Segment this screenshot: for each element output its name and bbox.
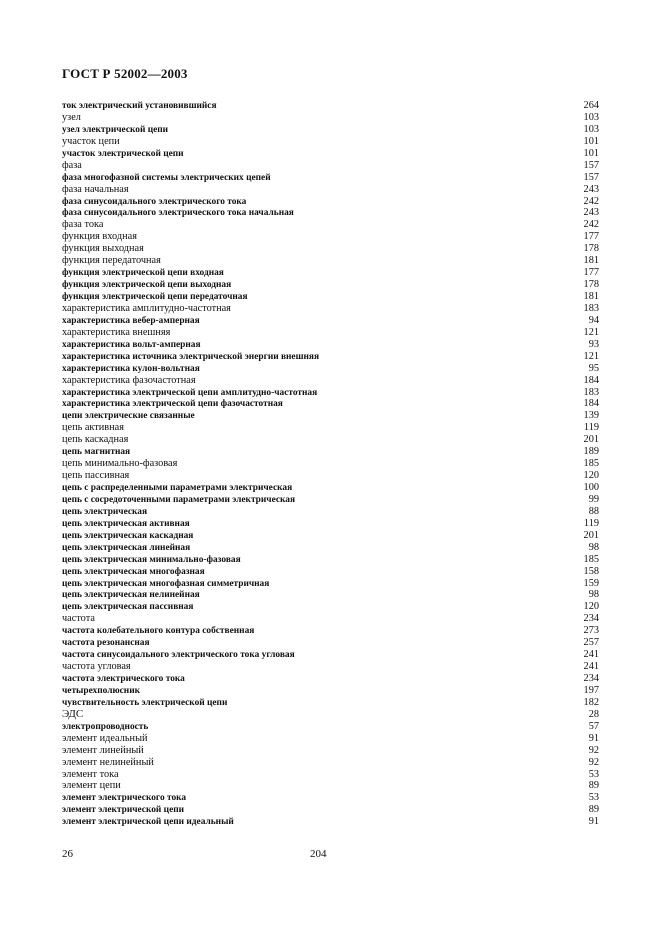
index-term: цепь пассивная [62, 470, 130, 482]
index-entry [62, 709, 599, 721]
index-term: цепь магнитная [62, 447, 131, 458]
index-term: узел электрической цепи [62, 124, 169, 135]
index-term: функция входная [62, 231, 137, 243]
index-page-ref: 234 [583, 673, 599, 684]
index-entry [62, 721, 599, 733]
index-entry [62, 506, 599, 518]
index-entry [62, 327, 599, 339]
index-page-ref: 257 [583, 637, 599, 649]
index-term: характеристика источника электрической энергии внешняя [62, 351, 320, 362]
index-term: цепи электрические связанные [62, 411, 195, 422]
index-page-ref: 157 [583, 159, 599, 171]
index-entry [62, 434, 599, 446]
document-page-counter: 204 [310, 848, 327, 860]
index-page-ref: 178 [583, 279, 599, 291]
index-entry [62, 613, 599, 625]
index-entry [62, 637, 599, 649]
index-page-ref: 177 [583, 267, 599, 279]
index-entry [62, 470, 599, 482]
index-entry [62, 243, 599, 255]
index-term: характеристика внешняя [62, 326, 171, 338]
index-term: фаза тока [62, 219, 104, 231]
index-term: фаза синусоидального электрического тока начальная [62, 208, 294, 219]
index-entry [62, 160, 599, 172]
index-term: цепь электрическая многофазная симметричная [62, 578, 270, 589]
index-term: характеристика кулон-вольтная [62, 363, 200, 374]
index-term: цепь электрическая каскадная [62, 530, 194, 541]
index-entry [62, 398, 599, 410]
index-entry [62, 291, 599, 303]
index-term: участок электрической цепи [62, 148, 184, 159]
index-page-ref: 264 [583, 100, 599, 111]
index-entry [62, 625, 599, 637]
index-page-ref: 100 [583, 482, 599, 493]
index-page-ref: 241 [583, 649, 599, 661]
index-page-ref: 177 [583, 231, 599, 243]
index-page-ref: 103 [583, 123, 599, 135]
index-page-ref: 89 [588, 780, 599, 792]
index-page-ref: 91 [588, 816, 599, 828]
index-page-ref: 185 [583, 458, 599, 470]
index-page-ref: 98 [588, 541, 599, 553]
index-term: характеристика вебер-амперная [62, 315, 200, 326]
index-entry [62, 566, 599, 578]
index-term: элемент электрической цепи идеальный [62, 817, 234, 828]
index-page-ref: 53 [588, 768, 599, 780]
index-term: функция электрической цепи выходная [62, 280, 232, 291]
index-entry [62, 255, 599, 267]
index-term: элемент нелинейный [62, 756, 154, 768]
index-entry [62, 148, 599, 160]
index-entry [62, 446, 599, 458]
index-term: участок цепи [62, 135, 120, 147]
index-term: узел [62, 111, 81, 123]
index-term: цепь электрическая [62, 506, 148, 517]
index-page-ref: 197 [583, 684, 599, 696]
index-page-ref: 184 [583, 398, 599, 410]
index-entry [62, 387, 599, 399]
index-entry [62, 422, 599, 434]
index-term: характеристика фазочастотная [62, 374, 196, 386]
index-term: цепь электрическая многофазная [62, 566, 205, 577]
index-page-ref: 201 [583, 434, 599, 446]
index-entry [62, 184, 599, 196]
index-term: ток электрический установившийся [62, 101, 217, 111]
index-term: цепь активная [62, 422, 124, 434]
index-page-ref: 139 [583, 410, 599, 422]
index-term: частота колебательного контура собственная [62, 626, 255, 637]
index-entry [62, 780, 599, 792]
index-term: характеристика вольт-амперная [62, 339, 201, 350]
index-entry [62, 733, 599, 745]
index-term: ЭДС [62, 708, 84, 720]
index-entry [62, 792, 599, 804]
index-entry [62, 410, 599, 422]
index-term: фаза многофазной системы электрических цепей [62, 172, 271, 183]
index-page-ref: 243 [583, 207, 599, 219]
index-term: функция электрической цепи передаточная [62, 292, 248, 302]
index-page-ref: 92 [588, 756, 599, 768]
index-page-ref: 242 [583, 195, 599, 207]
index-page-ref: 103 [583, 111, 599, 123]
index-page-ref: 178 [583, 243, 599, 255]
index-page-ref: 121 [583, 326, 599, 338]
index-page-ref: 181 [583, 255, 599, 267]
index-page-ref: 92 [588, 744, 599, 756]
index-entry [62, 769, 599, 781]
index-term: характеристика электрической цепи амплитудно-частотная [62, 387, 318, 398]
page-number: 26 [62, 848, 73, 860]
index-page-ref: 88 [588, 505, 599, 517]
index-page-ref: 91 [588, 732, 599, 744]
index-entry [62, 303, 599, 315]
index-page-ref: 101 [583, 147, 599, 159]
index-entry [62, 745, 599, 757]
index-page-ref: 120 [583, 601, 599, 613]
index-page-ref: 185 [583, 553, 599, 565]
index-entry [62, 458, 599, 470]
index-entry [62, 542, 599, 554]
index-page-ref: 99 [588, 493, 599, 505]
index-page-ref: 119 [583, 422, 599, 434]
index-term: элемент тока [62, 768, 119, 780]
index-entry [62, 100, 599, 112]
index-entry [62, 375, 599, 387]
index-page-ref: 98 [588, 589, 599, 601]
index-term: цепь электрическая минимально-фазовая [62, 554, 241, 565]
index-term: цепь с сосредоточенными параметрами электрическая [62, 494, 296, 505]
index-page-ref: 273 [583, 625, 599, 637]
index-page-ref: 201 [583, 529, 599, 541]
index-term: элемент линейный [62, 744, 144, 756]
index-term: фаза синусоидального электрического тока [62, 196, 247, 207]
index-page-ref: 94 [588, 314, 599, 326]
index-entry [62, 673, 599, 685]
index-term: цепь электрическая активная [62, 518, 190, 529]
index-term: цепь минимально-фазовая [62, 458, 178, 470]
index-term: четырехполюсник [62, 685, 141, 696]
index-term: цепь каскадная [62, 434, 129, 446]
index-entry [62, 601, 599, 613]
index-entry [62, 757, 599, 769]
index-entry [62, 649, 599, 661]
index-entry [62, 482, 599, 494]
index-entry [62, 578, 599, 590]
index-entry [62, 207, 599, 219]
index-term: фаза [62, 159, 82, 171]
index-page-ref: 189 [583, 446, 599, 458]
index-page-ref: 159 [583, 577, 599, 589]
index-page-ref: 101 [583, 135, 599, 147]
index-term: частота синусоидального электрического тока угловая [62, 650, 295, 661]
index-term: функция передаточная [62, 255, 161, 267]
index-entry [62, 219, 599, 231]
index-page-ref: 120 [583, 470, 599, 482]
index-term: элемент идеальный [62, 732, 148, 744]
index-entry [62, 530, 599, 542]
index-entry [62, 172, 599, 184]
index-page-ref: 28 [588, 708, 599, 720]
index-term: чувствительность электрической цепи [62, 697, 228, 708]
index-term: элемент цепи [62, 780, 121, 792]
document-title: ГОСТ Р 52002—2003 [62, 66, 188, 81]
index-term: частота электрического тока [62, 674, 185, 684]
index-page-ref: 242 [583, 219, 599, 231]
index-term: элемент электрического тока [62, 793, 187, 804]
index-page-ref: 157 [583, 171, 599, 183]
index-term: функция электрической цепи входная [62, 268, 224, 279]
index-term: частота угловая [62, 661, 131, 673]
index-term: функция выходная [62, 243, 144, 255]
index-page-ref: 121 [583, 350, 599, 362]
index-entry [62, 351, 599, 363]
alphabetical-index [62, 100, 599, 828]
index-entry [62, 804, 599, 816]
index-entry [62, 697, 599, 709]
index-entry [62, 661, 599, 673]
index-page-ref: 93 [588, 338, 599, 350]
index-page-ref: 57 [588, 720, 599, 732]
index-term: фаза начальная [62, 183, 129, 195]
index-entry [62, 589, 599, 601]
index-page-ref: 95 [588, 362, 599, 374]
index-term: частота [62, 613, 95, 625]
index-page-ref: 181 [583, 291, 599, 302]
index-entry [62, 685, 599, 697]
index-page-ref: 241 [583, 661, 599, 673]
index-page-ref: 184 [583, 374, 599, 386]
index-term: цепь с распределенными параметрами электрическая [62, 483, 293, 493]
index-entry [62, 315, 599, 327]
index-entry [62, 816, 599, 828]
index-page-ref: 183 [583, 386, 599, 398]
index-entry [62, 339, 599, 351]
index-term: цепь электрическая линейная [62, 542, 191, 553]
index-entry [62, 112, 599, 124]
index-page-ref: 158 [583, 565, 599, 577]
index-entry [62, 554, 599, 566]
index-page-ref: 119 [583, 517, 599, 529]
index-entry [62, 136, 599, 148]
index-entry [62, 363, 599, 375]
index-page-ref: 183 [583, 302, 599, 314]
index-entry [62, 518, 599, 530]
index-term: электропроводность [62, 721, 149, 732]
index-page-ref: 243 [583, 183, 599, 195]
index-term: частота резонансная [62, 638, 150, 649]
index-entry [62, 267, 599, 279]
index-entry [62, 124, 599, 136]
index-entry [62, 494, 599, 506]
index-entry [62, 231, 599, 243]
index-page-ref: 53 [588, 792, 599, 804]
index-term: характеристика амплитудно-частотная [62, 302, 231, 314]
index-term: цепь электрическая нелинейная [62, 590, 200, 601]
index-term: цепь электрическая пассивная [62, 602, 194, 613]
index-page-ref: 234 [583, 613, 599, 625]
index-entry [62, 196, 599, 208]
index-entry [62, 279, 599, 291]
index-page-ref: 89 [588, 804, 599, 816]
index-page-ref: 182 [583, 696, 599, 708]
index-term: элемент электрической цепи [62, 805, 185, 816]
index-term: характеристика электрической цепи фазочастотная [62, 399, 283, 410]
